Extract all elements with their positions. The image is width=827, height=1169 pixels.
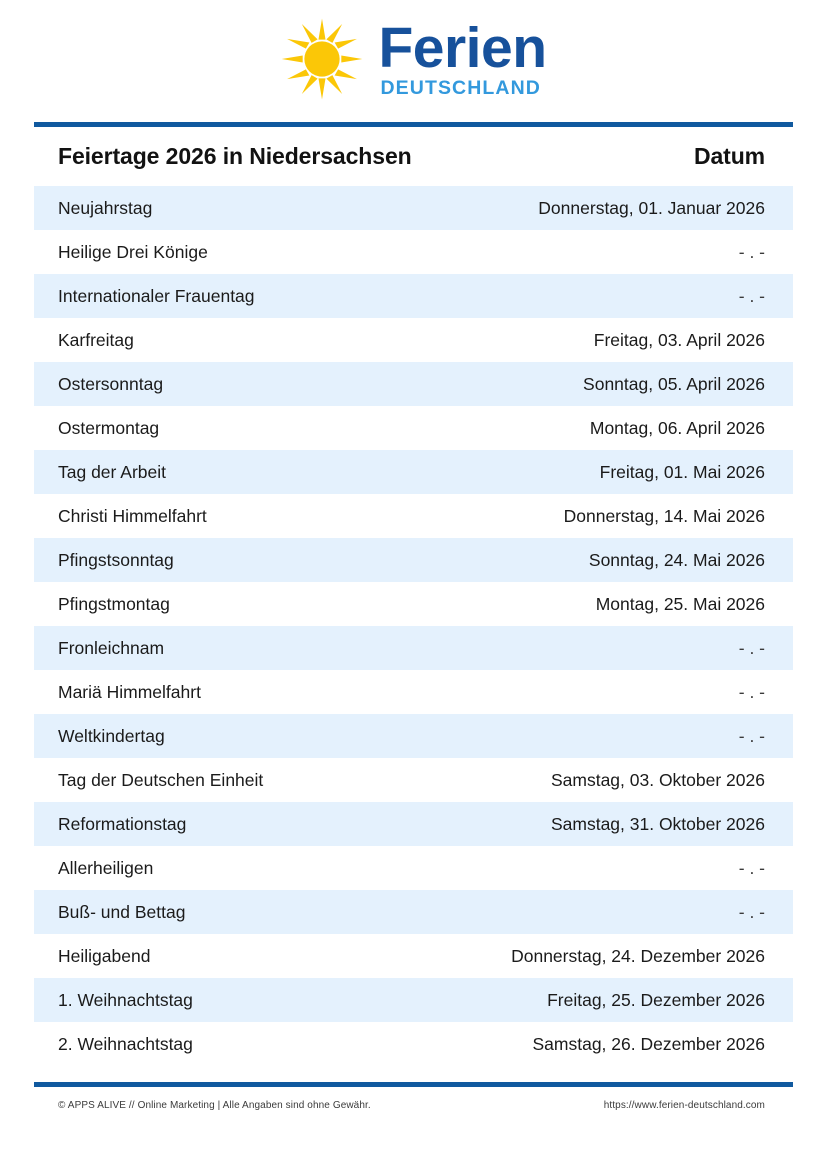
table-row <box>34 846 793 890</box>
holiday-date: - . - <box>738 285 765 306</box>
logo-wordmark <box>378 16 547 100</box>
table-row <box>34 714 793 758</box>
table-header <box>0 127 827 186</box>
holiday-date: Samstag, 26. Dezember 2026 <box>532 1033 765 1054</box>
holiday-date: Montag, 06. April 2026 <box>589 417 765 438</box>
site-logo[interactable] <box>0 0 827 118</box>
holiday-date: - . - <box>738 681 765 702</box>
holiday-name: Pfingstmontag <box>58 593 170 614</box>
holiday-date: Donnerstag, 01. Januar 2026 <box>538 197 765 218</box>
holiday-name: Heiligabend <box>58 945 151 966</box>
table-row <box>34 450 793 494</box>
holiday-name: Mariä Himmelfahrt <box>58 681 201 702</box>
holiday-date: Donnerstag, 14. Mai 2026 <box>563 505 765 526</box>
page-footer <box>0 1087 827 1111</box>
holiday-name: Tag der Arbeit <box>58 461 166 482</box>
holiday-date: - . - <box>738 901 765 922</box>
holiday-date: Sonntag, 24. Mai 2026 <box>588 549 765 570</box>
table-row <box>34 890 793 934</box>
holiday-date: Sonntag, 05. April 2026 <box>583 373 765 394</box>
holiday-name: Weltkindertag <box>58 725 165 746</box>
holiday-name: 1. Weihnachtstag <box>58 989 193 1010</box>
holiday-date: - . - <box>738 241 765 262</box>
holiday-name: 2. Weihnachtstag <box>58 1033 193 1054</box>
page-title: Feiertage 2026 in Niedersachsen <box>58 143 412 169</box>
holiday-name: Buß- und Bettag <box>58 901 186 922</box>
table-row <box>34 582 793 626</box>
holiday-name: Heilige Drei Könige <box>58 241 208 262</box>
column-header-date: Datum <box>693 143 765 169</box>
holiday-name: Pfingstsonntag <box>58 549 174 570</box>
holiday-name: Tag der Deutschen Einheit <box>58 769 264 790</box>
holiday-date: Freitag, 25. Dezember 2026 <box>547 989 765 1010</box>
holiday-name: Allerheiligen <box>58 857 154 878</box>
holiday-name: Ostersonntag <box>58 373 164 394</box>
table-row <box>34 758 793 802</box>
holiday-date: Freitag, 01. Mai 2026 <box>599 461 765 482</box>
holiday-date: Montag, 25. Mai 2026 <box>595 593 765 614</box>
footer-url[interactable]: https://www.ferien-deutschland.com <box>603 1100 765 1111</box>
table-row <box>34 406 793 450</box>
holiday-date: Samstag, 03. Oktober 2026 <box>550 769 765 790</box>
logo-main-text: Ferien <box>378 16 547 81</box>
holiday-name: Internationaler Frauentag <box>58 285 255 306</box>
table-row <box>34 670 793 714</box>
table-row <box>34 1022 793 1066</box>
logo-sub-text: DEUTSCHLAND <box>380 77 541 100</box>
holiday-date: Donnerstag, 24. Dezember 2026 <box>511 945 765 966</box>
table-row <box>34 978 793 1022</box>
footer-copyright: © APPS ALIVE // Online Marketing | Alle Angaben sind ohne Gewähr. <box>58 1100 371 1111</box>
holiday-date: - . - <box>738 637 765 658</box>
table-row <box>34 934 793 978</box>
sun-icon <box>280 17 364 101</box>
table-row <box>34 626 793 670</box>
table-row <box>34 230 793 274</box>
holiday-name: Reformationstag <box>58 813 187 834</box>
table-row <box>34 274 793 318</box>
holiday-name: Karfreitag <box>58 329 134 350</box>
holiday-name: Ostermontag <box>58 417 160 438</box>
table-row <box>34 186 793 230</box>
holiday-name: Christi Himmelfahrt <box>58 505 207 526</box>
holiday-date: Samstag, 31. Oktober 2026 <box>550 813 765 834</box>
table-row <box>34 802 793 846</box>
table-row <box>34 494 793 538</box>
table-row <box>34 538 793 582</box>
holiday-name: Fronleichnam <box>58 637 165 658</box>
holiday-date: Freitag, 03. April 2026 <box>593 329 765 350</box>
holiday-table <box>34 186 793 1066</box>
holiday-date: - . - <box>738 725 765 746</box>
table-row <box>34 318 793 362</box>
holiday-date: - . - <box>738 857 765 878</box>
holiday-name: Neujahrstag <box>58 197 153 218</box>
table-row <box>34 362 793 406</box>
